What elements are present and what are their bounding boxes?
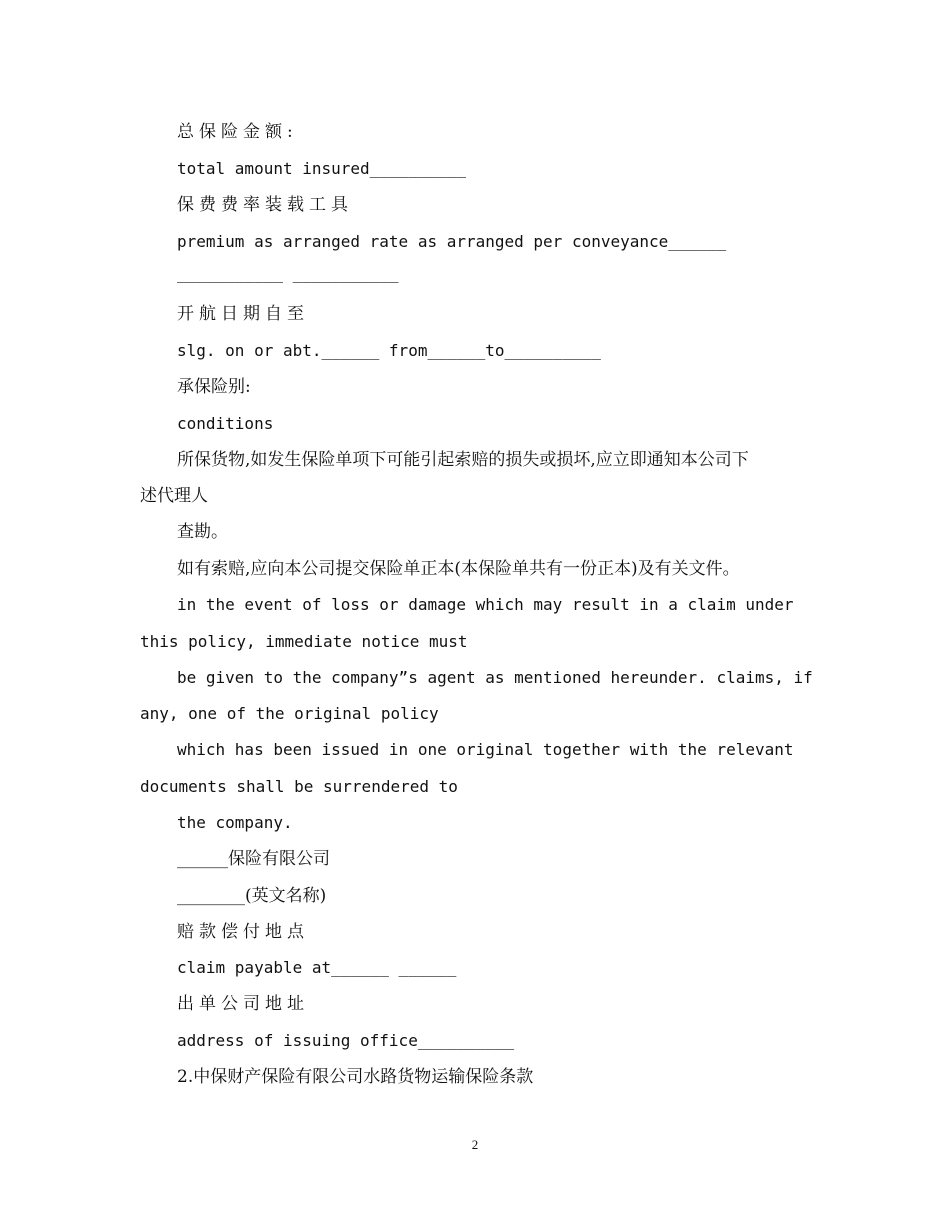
conditions-cn: 承保险别: [177, 377, 251, 397]
sailing-date-en: slg. on or abt.______ from______to__________ [177, 341, 601, 360]
insurer-name-cn: ______保险有限公司 [177, 849, 330, 869]
issuing-office-cn: 出单公司地址 [177, 994, 309, 1014]
total-amount-en: total amount insured__________ [177, 159, 466, 178]
page-number: 2 [471, 1137, 479, 1152]
notice-en-line7: the company. [177, 813, 293, 832]
claim-cn: 如有索赔,应向本公司提交保险单正本(本保险单共有一份正本)及有关文件。 [177, 559, 740, 579]
notice-en-line2: this policy, immediate notice must [140, 632, 468, 651]
notice-en-line1: in the event of loss or damage which may result in a claim under [177, 595, 794, 614]
premium-en: premium as arranged rate as arranged per conveyance______ [177, 232, 727, 251]
blank-lines: ___________ ___________ [177, 264, 399, 283]
notice-en-line4: any, one of the original policy [140, 704, 439, 723]
claim-payable-en: claim payable at______ ______ [177, 958, 457, 977]
sailing-date-cn: 开航日期自至 [177, 304, 309, 324]
notice-cn-line3: 查勘。 [177, 522, 228, 542]
insurer-name-en: ________(英文名称) [177, 886, 327, 906]
notice-cn-line2: 述代理人 [140, 486, 208, 506]
premium-cn: 保费费率装载工具 [177, 195, 353, 215]
notice-en-line5: which has been issued in one original together with the relevant [177, 740, 794, 759]
section-heading: 2.中保财产保险有限公司水路货物运输保险条款 [177, 1067, 534, 1087]
notice-cn-line1: 所保货物,如发生保险单项下可能引起索赔的损失或损坏,应立即通知本公司下 [177, 450, 749, 470]
notice-en-line3: be given to the company”s agent as mentioned hereunder. claims, if [177, 668, 813, 687]
notice-en-line6: documents shall be surrendered to [140, 777, 458, 796]
issuing-office-en: address of issuing office__________ [177, 1031, 515, 1050]
total-amount-cn: 总保险金额: [177, 122, 298, 142]
conditions-en: conditions [177, 414, 274, 433]
claim-payable-cn: 赔款偿付地点 [177, 922, 309, 942]
